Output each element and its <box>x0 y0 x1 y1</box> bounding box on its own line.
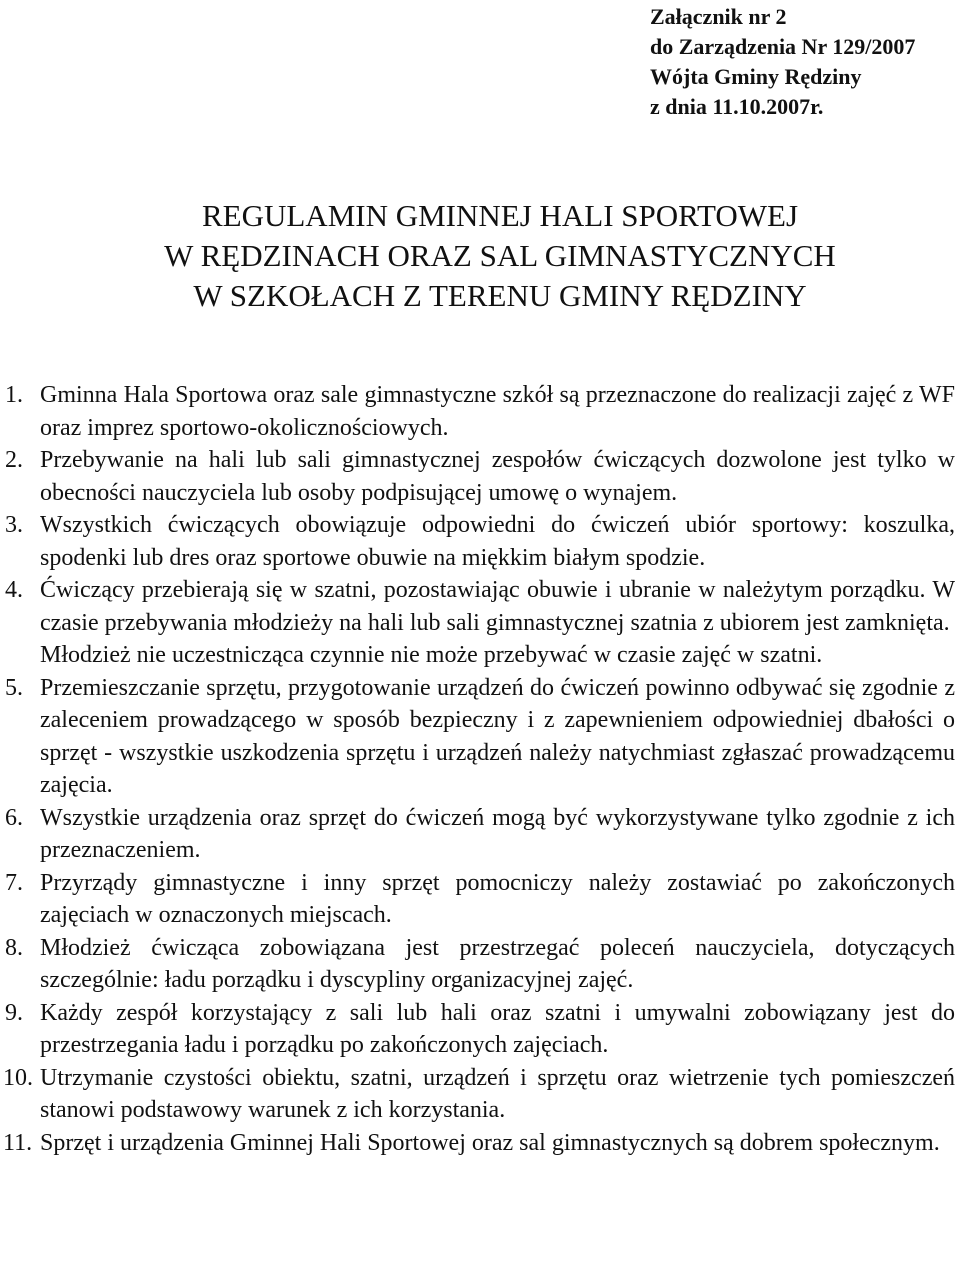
rule-item-5 <box>0 672 955 802</box>
rules-list <box>0 379 955 1159</box>
rule-text-continued: Młodzież nie uczestnicząca czynnie nie może przebywać w czasie zajęć w szatni. <box>40 642 823 668</box>
rule-number: 7. <box>5 869 23 896</box>
rule-text: Sprzęt i urządzenia Gminnej Hali Sportowej oraz sal gimnastycznych są dobrem społecznym. <box>40 1129 940 1156</box>
rule-number: 8. <box>5 934 23 961</box>
document-title <box>0 196 960 316</box>
rule-number: 6. <box>5 804 23 831</box>
rule-item-8 <box>0 932 955 997</box>
rule-text: Gminna Hala Sportowa oraz sale gimnastyczne szkół są przeznaczone do realizacji zajęć z WF oraz imprez sportowo-okolicznościowych. <box>40 382 955 441</box>
rule-number: 9. <box>5 999 23 1026</box>
rule-item-11 <box>0 1127 955 1160</box>
rule-text: Wszystkich ćwiczących obowiązuje odpowiedni do ćwiczeń ubiór sportowy: koszulka, spodenki lub dres oraz sportowe obuwie na miękkim białym spodzie. <box>40 512 955 571</box>
rule-number: 3. <box>5 512 23 538</box>
rule-text: Młodzież ćwicząca zobowiązana jest przestrzegać poleceń nauczyciela, dotyczących szczególnie: ładu porządku i dyscypliny organizacyjnej zajęć. <box>40 934 955 993</box>
rule-number: 10. <box>3 1064 33 1091</box>
rule-number: 11. <box>3 1129 33 1156</box>
rule-number: 5. <box>5 674 23 701</box>
rule-item-9 <box>0 997 955 1062</box>
rule-item-10 <box>0 1062 955 1127</box>
title-line-3: W SZKOŁACH Z TERENU GMINY RĘDZINY <box>193 278 807 313</box>
rule-text: Przebywanie na hali lub sali gimnastycznej zespołów ćwiczących dozwolone jest tylko w obecności nauczyciela lub osoby podpisującej umowę o wynajem. <box>40 447 955 506</box>
rule-text: Przemieszczanie sprzętu, przygotowanie urządzeń do ćwiczeń powinno odbywać się zgodnie z zaleceniem prowadzącego w sposób bezpieczny i z zapewnieniem odpowiedniej dbałości o sprzęt - wszystkie uszkodzenia sprzętu i urządzeń należy natychmiast zgłaszać prowadzącemu zajęcia. <box>40 674 955 798</box>
rule-number: 2. <box>5 447 23 473</box>
title-line-1: REGULAMIN GMINNEJ HALI SPORTOWEJ <box>201 198 799 233</box>
title-line-2: W RĘDZINACH ORAZ SAL GIMNASTYCZNYCH <box>164 238 836 273</box>
rule-text: Wszystkie urządzenia oraz sprzęt do ćwiczeń mogą być wykorzystywane tylko zgodnie z ich przeznaczeniem. <box>40 804 955 863</box>
rule-text: Utrzymanie czystości obiektu, szatni, urządzeń i sprzętu oraz wietrzenie tych pomieszczeń stanowi podstawowy warunek z ich korzystania. <box>40 1064 955 1123</box>
rule-number: 1. <box>5 382 23 408</box>
rule-number: 4. <box>5 577 23 603</box>
annex-line-4: z dnia 11.10.2007r. <box>650 94 824 119</box>
annex-line-1: Załącznik nr 2 <box>650 4 787 29</box>
annex-header <box>650 2 915 122</box>
rule-item-1 <box>0 379 955 444</box>
annex-line-3: Wójta Gminy Rędziny <box>650 64 862 89</box>
annex-line-2: do Zarządzenia Nr 129/2007 <box>650 34 916 59</box>
rule-item-2 <box>0 444 955 509</box>
rule-item-3 <box>0 509 955 574</box>
rule-item-4 <box>0 574 955 672</box>
rule-text: Przyrządy gimnastyczne i inny sprzęt pomocniczy należy zostawiać po zakończonych zajęciach w oznaczonych miejscach. <box>40 869 955 928</box>
rule-text: Każdy zespół korzystający z sali lub hali oraz szatni i umywalni zobowiązany jest do przestrzegania ładu i porządku po zakończonych zajęciach. <box>40 999 955 1058</box>
rule-item-6 <box>0 802 955 867</box>
rule-item-7 <box>0 867 955 932</box>
rule-text: Ćwiczący przebierają się w szatni, pozostawiając obuwie i ubranie w należytym porządku. W czasie przebywania młodzieży na hali lub sali gimnastycznej szatnia z ubiorem jest zamknięta. <box>40 577 955 636</box>
